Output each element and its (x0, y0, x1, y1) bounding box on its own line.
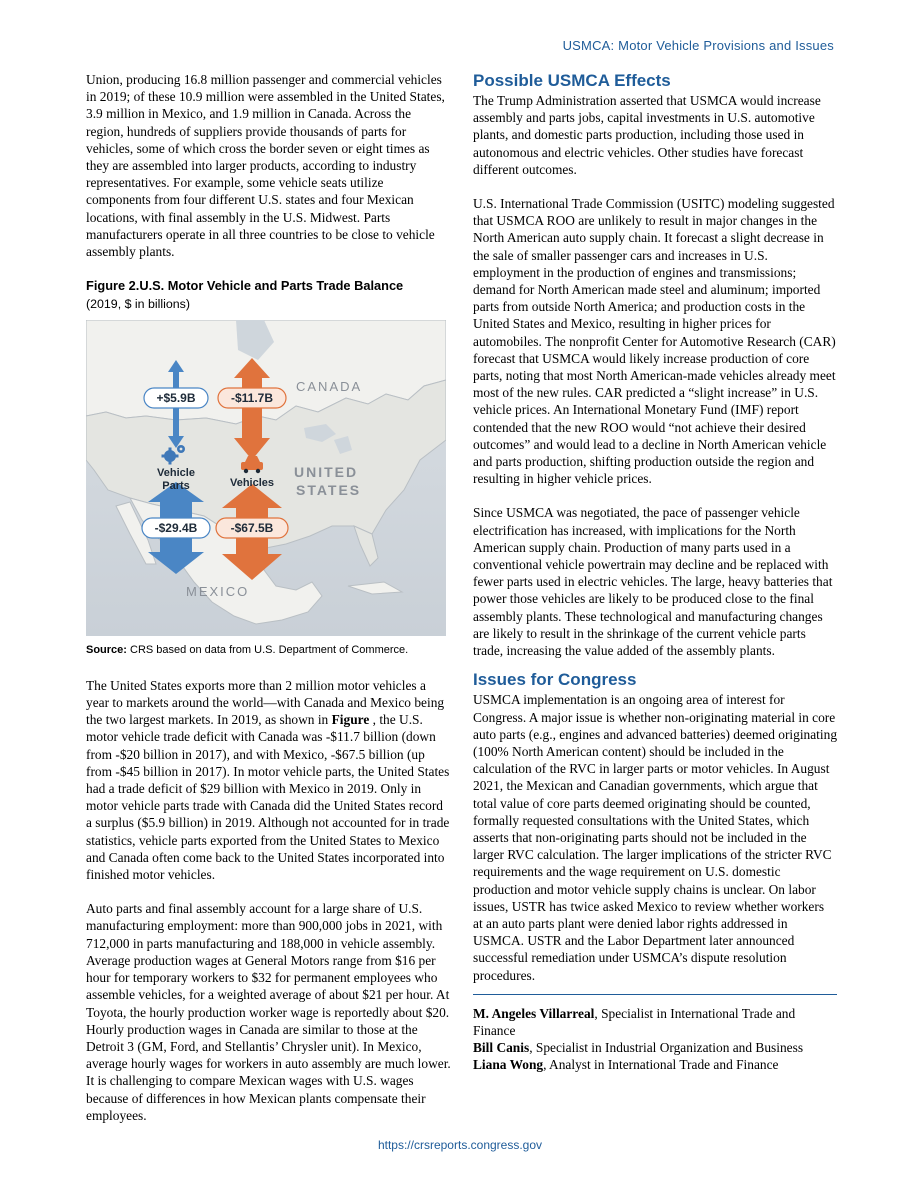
author-role: , Specialist in Industrial Organization and Business (529, 1040, 804, 1056)
heading-effects: Possible USMCA Effects (473, 71, 671, 90)
paragraph-usitc: U.S. International Trade Commission (USITC) modeling suggested that USMCA ROO are unlikely to result in major changes in the North American auto supply chain. It forecast a slight decrease in the sale of smaller passenger cars and increases in U.S. employment in the production of engines and transmissions; demand for North American made steel and aluminum; imported parts from outside North America; and production costs in the United States and Mexico, resulting in higher prices for automobiles. The nonprofit Center for Automotive Research (CAR) forecast that USMCA would likely increase production of core parts, noting that most North American-made vehicles already meet most of the new rules. CAR predicted a “slight increase” in U.S. vehicle prices. An International Monetary Fund (IMF) report contended that the new ROO would “not achieve their desired outcomes” and would lead to a decline in North American vehicle and parts production, shifting production outside the region and resulting in higher vehicle prices. (473, 196, 836, 487)
author-role: , Specialist in International Trade and Finance (473, 1005, 796, 1038)
trade-balance-map (86, 320, 446, 636)
badge-vehicles-mexico (216, 518, 288, 538)
author-3 (473, 1056, 837, 1073)
source-text: CRS based on data from U.S. Department of Commerce. (126, 643, 409, 656)
label-vehicles: Vehicles (229, 476, 275, 489)
heading-issues: Issues for Congress (473, 670, 637, 690)
value-parts-canada: +$5.9B (156, 390, 196, 405)
footer-url[interactable]: https://crsreports.congress.gov (377, 1138, 543, 1152)
label-mexico: MEXICO (186, 583, 250, 599)
author-1 (473, 1005, 837, 1039)
right-column (473, 71, 837, 1074)
paragraph-jobs: Auto parts and final assembly account for a large share of U.S. manufacturing employment: more than 900,000 jobs in 2021, with 712,000 in parts manufacturing and 188,000 in vehicle assembly. Average production wages at General Motors range from $16 per hour for temporary workers to $32 for permanent employees who assemble vehicles, for a weighted average of about $21 per hour. At Toyota, the hourly production worker wage is reportedly about $20. Hourly production wages in Canada are similar to those at the Detroit 3 (GM, Ford, and Stellantis’ Chrysler unit). In Mexico, average hourly wages for workers in auto assembly are much lower. It is challenging to compare Mexican wages with U.S. wages because of differences in how Mexican plants compensate their employees. (86, 901, 451, 1123)
author-name: Liana Wong (473, 1057, 544, 1073)
value-vehicles-mexico: -$67.5B (230, 520, 274, 535)
paragraph-issues: USMCA implementation is an ongoing area of interest for Congress. A major issue is whether non-originating material in core auto parts (e.g., engines and advanced batteries) deemed originating (100% North American content) should be included in the calculation of the RVC in larger parts or motor vehicles. In August 2021, the Mexican and Canadian governments, which argue that total value of core parts deemed originating should be counted, formally requested consultations with the United States, which asserts that non-originating parts should not be included in the larger RVC calculation. The larger implications of the stricter RVC requirements and the wage requirement on U.S. domestic production and motor vehicle supply chains is unclear. On labor issues, USTR has twice asked Mexico to review whether workers at an auto parts plant were denied labor rights addressed in USMCA. USTR and the Labor Department later announced successful remediation under USMCA’s dispute resolution procedures. (473, 692, 838, 983)
author-2 (473, 1039, 837, 1056)
author-name: M. Angeles Villarreal (473, 1005, 595, 1021)
paragraph-admin: The Trump Administration asserted that USMCA would increase assembly and parts jobs, capital investments in U.S. automotive plants, and domestic parts production, including those used in autonomous and electric vehicles. Other studies have forecast different outcomes. (473, 93, 821, 177)
exports-text-a: The United States exports more than 2 million motor vehicles a year to markets around the world—with Canada and Mexico being the two largest markets. In 2019, as shown in (86, 677, 445, 728)
badge-parts-mexico (142, 518, 210, 538)
left-column (86, 71, 451, 1141)
label-parts: Parts (162, 479, 190, 492)
paragraph-intro: Union, producing 16.8 million passenger and commercial vehicles in 2019; of these 10.9 million were assembled in the United States, 3.9 million in Mexico, and 1.9 million in Canada. Across the region, hundreds of suppliers provide thousands of parts for vehicles, some of which cross the border seven or eight times as they are assembled into larger products, according to industry representatives. For example, some vehicle seats utilize components from four different U.S. states and four Mexican locations, with final assembly in the U.S. Midwest. Parts manufacturers operate in all three countries to be close to vehicle assembly plants. (86, 72, 445, 260)
value-vehicles-canada: -$11.7B (230, 390, 274, 405)
badge-vehicles-canada (218, 388, 286, 408)
label-states: STATES (296, 481, 362, 498)
value-parts-mexico: -$29.4B (154, 520, 198, 535)
badge-parts-canada (144, 388, 208, 408)
running-header: USMCA: Motor Vehicle Provisions and Issues (562, 38, 834, 53)
author-role: , Analyst in International Trade and Finance (543, 1057, 779, 1073)
figure-title: Figure 2.U.S. Motor Vehicle and Parts Trade Balance (86, 278, 404, 294)
paragraph-exports (86, 677, 451, 883)
figure-link[interactable]: Figure (331, 712, 370, 728)
figure-subtitle: (2019, $ in billions) (86, 297, 191, 312)
trade-balance-map-svg (86, 320, 446, 636)
author-divider (473, 994, 837, 995)
exports-text-b: , the U.S. motor vehicle trade deficit with Canada was -$11.7 billion (down from -$20 billion in 2017), and with Mexico, -$67.5 billion (up from -$45 billion in 2017). In motor vehicle parts, the United States had a trade deficit of $29 billion with Mexico in 2019. Only in motor vehicle parts trade with Canada did the United States record a surplus ($5.9 billion) in 2019. Although not accounted for in trade statistics, vehicle parts exported from the United States to Mexico and Canada often come back to the United States incorporated into finished motor vehicles. (86, 712, 450, 883)
label-canada: CANADA (296, 378, 363, 394)
author-name: Bill Canis (473, 1040, 530, 1056)
label-united: UNITED (294, 463, 359, 480)
figure-source (86, 642, 451, 659)
label-vehicle: Vehicle (157, 466, 195, 479)
source-label: Source: (86, 643, 127, 656)
paragraph-electric: Since USMCA was negotiated, the pace of passenger vehicle electrification has increased, with implications for the North American supply chain. Production of many parts used in a conventional vehicle powertrain may decline and be replaced with fewer parts used in electric vehicles. The large, heavy batteries that power those vehicles are likely to be produced close to the final assembly plants. These technological and manufacturing changes are likely to result in the shrinkage of the current vehicle parts trade, increasing the value added of the assembly plants. (473, 505, 833, 659)
